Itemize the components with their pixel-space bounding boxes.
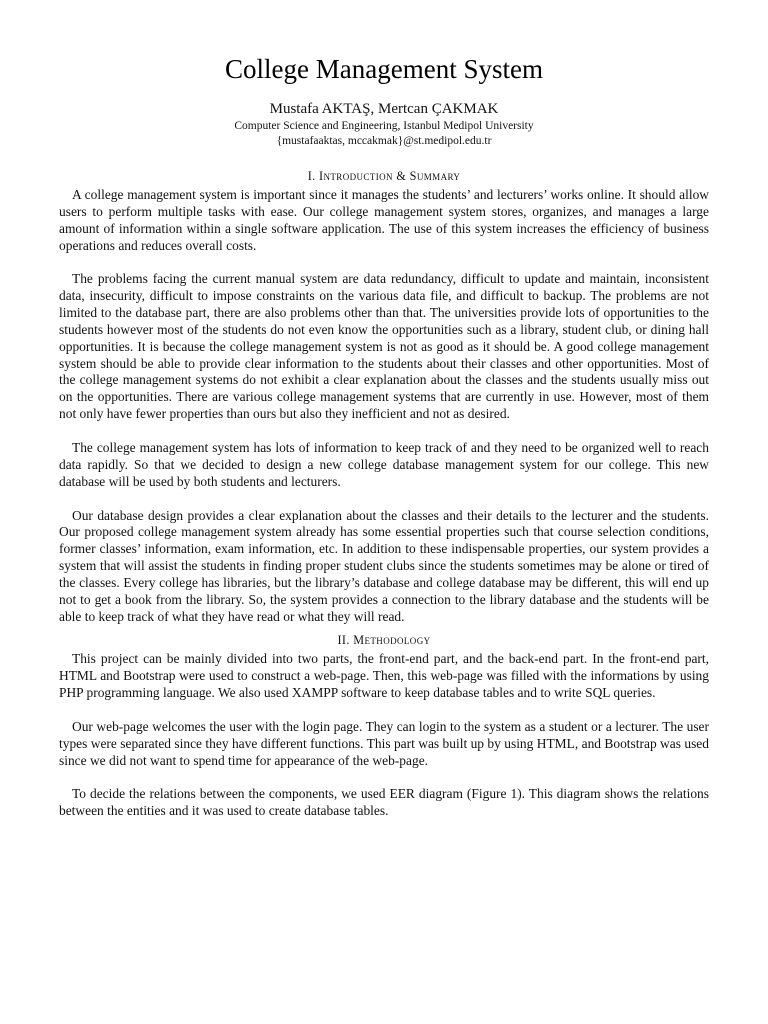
intro-paragraph-3: The college management system has lots of information to keep track of and they need to be organized well to reach data rapidly. So that we decided to design a new college database management system for our college. This new database will be used by both students and lecturers. xyxy=(59,439,709,489)
intro-paragraph-2: The problems facing the current manual system are data redundancy, difficult to update and maintain, inconsistent data, insecurity, difficult to impose constraints on the various data file, and difficult to backup. The problems are not limited to the database part, there are also problems other than that. The universities provide lots of opportunities to the students however most of the students do not even know the opportunities such as a library, student club, or dining hall opportunities. It is because the college management system is not as good as it should be. A good college management system should be able to provide clear information to the students about their classes and other opportunities. Most of the college management systems do not exhibit a clear explanation about the classes and the students usually miss out on the opportunities. There are various college management systems that are currently in use. However, most of them not only have fewer properties than ours but also they inefficient and not as desired. xyxy=(59,271,709,422)
section-heading-introduction: I. Introduction & Summary xyxy=(307,169,461,183)
section-introduction xyxy=(59,168,709,625)
method-paragraph-1: This project can be mainly divided into two parts, the front-end part, and the back-end part. In the front-end part, HTML and Bootstrap were used to construct a web-page. Then, this web-page was filled with the informations by using PHP programming language. We also used XAMPP software to keep database tables and to write SQL queries. xyxy=(59,651,709,701)
intro-paragraph-4: Our database design provides a clear explanation about the classes and their details to the lecturer and the students. Our proposed college management system already has some essential properties such that course selection conditions, former classes’ information, exam information, etc. In addition to these indispensable properties, our system provides a system that will assist the students in finding proper student clubs since the students sometimes may be alone or tired of the classes. Every college has libraries, but the library’s database and college database may be different, this will end up not to get a book from the library. So, the system provides a connection to the library database and the students will be able to keep track of what they have read or what they will read. xyxy=(59,507,709,624)
intro-paragraph-1: A college management system is important since it manages the students’ and lecturers’ works online. It should allow users to perform multiple tasks with ease. Our college management system stores, organizes, and manages a large amount of information within a single software application. The use of this system increases the efficiency of business operations and reduces overall costs. xyxy=(59,187,709,253)
section-methodology xyxy=(59,632,709,820)
paper-title: College Management System xyxy=(225,54,543,84)
author-names: Mustafa AKTAŞ, Mertcan ÇAKMAK xyxy=(269,101,499,117)
author-emails: {mustafaaktas, mccakmak}@st.medipol.edu.tr xyxy=(276,135,492,147)
method-paragraph-2: Our web-page welcomes the user with the login page. They can login to the system as a student or a lecturer. The user types were separated since they have different functions. This part was built up by using HTML, and Bootstrap was used since we did not want to spend time for appearance of the web-page. xyxy=(59,718,709,768)
method-paragraph-3: To decide the relations between the components, we used EER diagram (Figure 1). This diagram shows the relations between the entities and it was used to create database tables. xyxy=(59,786,709,819)
section-heading-methodology: II. Methodology xyxy=(337,633,431,648)
author-affiliation: Computer Science and Engineering, Istanbul Medipol University xyxy=(234,120,534,132)
paper-page xyxy=(59,52,709,820)
